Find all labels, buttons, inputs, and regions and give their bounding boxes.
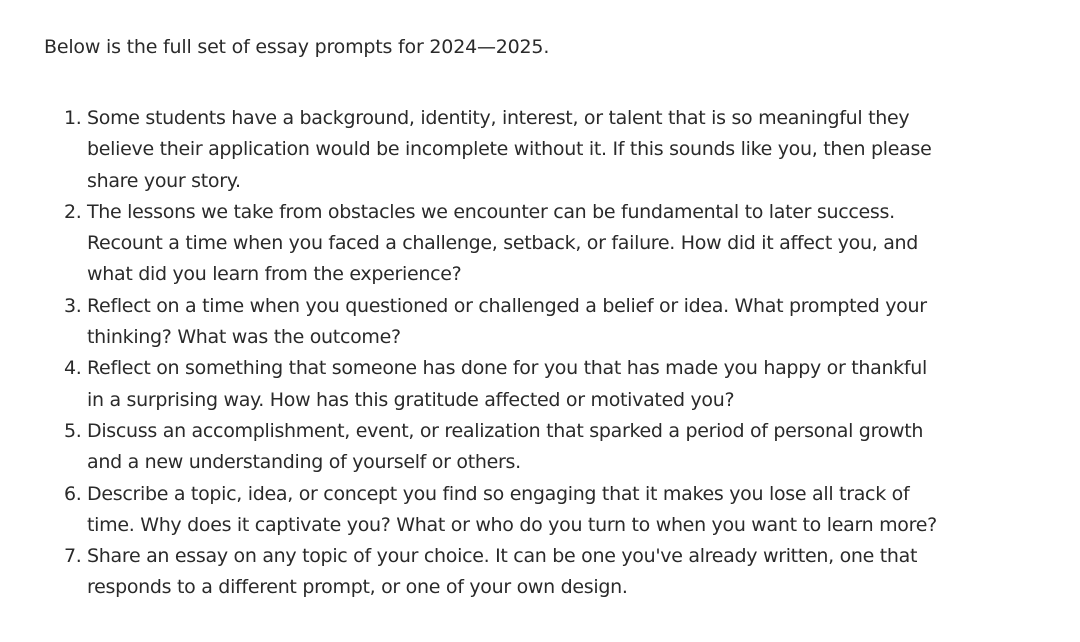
prompt-text: Share an essay on any topic of your choice. It can be one you've already written, one that responds to a different prompt, or one of your own design. [87, 545, 918, 599]
prompt-item-6 [0, 479, 937, 542]
prompt-text: Some students have a background, identity, interest, or talent that is so meaningful they believe their application would be incomplete without it. If this sounds like you, then please share your story. [87, 107, 932, 192]
prompt-text: Reflect on something that someone has done for you that has made you happy or thankful in a surprising way. How has this gratitude affected or motivated you? [87, 357, 927, 411]
essay-prompt-list [0, 103, 1000, 604]
prompt-item-1 [0, 103, 937, 197]
prompt-number: 7. [64, 545, 82, 568]
prompt-number: 6. [64, 482, 82, 505]
prompt-item-2 [0, 197, 937, 291]
prompt-item-7 [0, 541, 937, 604]
prompt-number: 4. [64, 357, 82, 380]
prompt-text: Describe a topic, idea, or concept you find so engaging that it makes you lose all track of time. Why does it captivate you? What or who do you turn to when you want to learn more? [87, 482, 937, 536]
prompt-item-4 [0, 353, 937, 416]
prompt-number: 2. [64, 200, 82, 223]
prompt-text: The lessons we take from obstacles we encounter can be fundamental to later success. Recount a time when you faced a challenge, setback, or failure. How did it affect you, and what did you learn from the experience? [87, 200, 919, 286]
prompt-number: 5. [64, 419, 82, 442]
prompt-text: Discuss an accomplishment, event, or realization that sparked a period of personal growth and a new understanding of yourself or others. [87, 419, 924, 474]
prompt-number: 3. [64, 294, 82, 317]
prompt-item-3 [0, 291, 937, 354]
intro-text: Below is the full set of essay prompts for 2024—2025. [44, 36, 550, 58]
prompt-text: Reflect on a time when you questioned or challenged a belief or idea. What prompted your thinking? What was the outcome? [87, 294, 927, 349]
prompt-number: 1. [64, 107, 82, 129]
prompt-item-5 [0, 416, 937, 479]
